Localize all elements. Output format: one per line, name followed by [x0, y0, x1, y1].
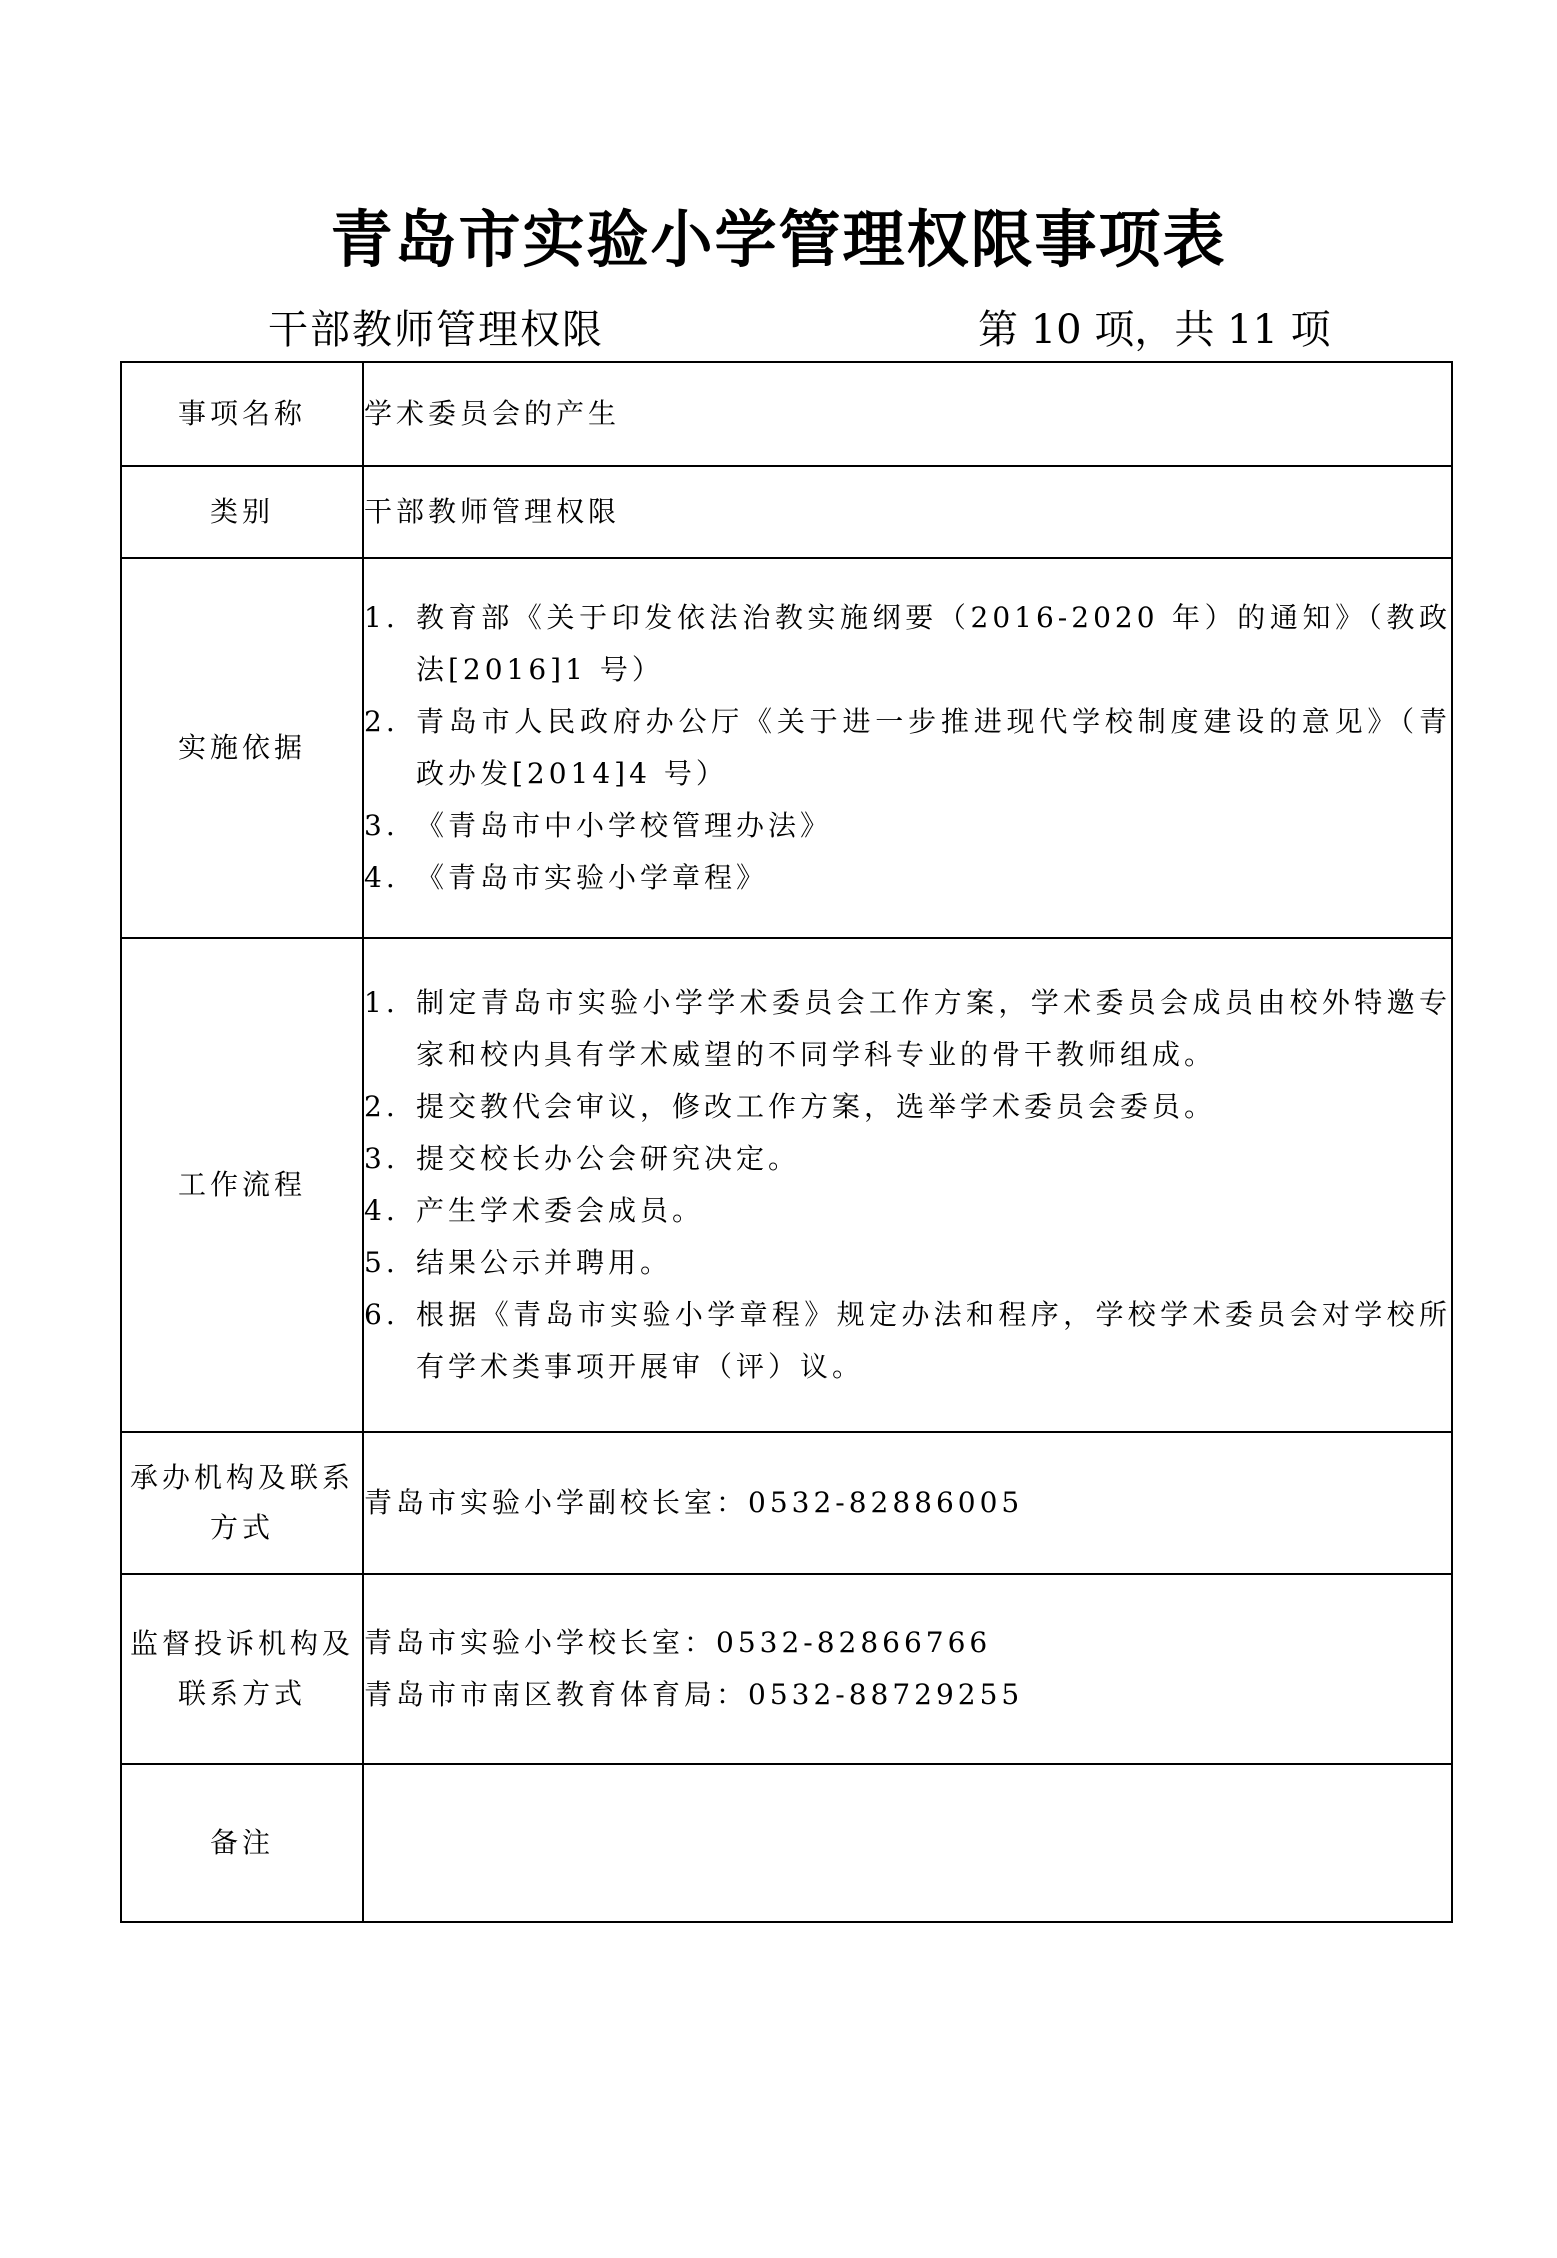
item-counter: 第 10 项，共 11 项 [978, 307, 1331, 353]
row-value-supervision [363, 1574, 1452, 1764]
basis-list [364, 592, 1451, 904]
list-item: 4. 产生学术委会成员。 [364, 1194, 705, 1227]
table-row-remarks [121, 1764, 1452, 1922]
list-item: 4. 《青岛市实验小学章程》 [364, 861, 769, 894]
authority-table [120, 361, 1453, 1923]
page-title: 青岛市实验小学管理权限事项表 [330, 203, 1227, 276]
row-value-remarks [363, 1764, 1452, 1922]
table-row-type [121, 466, 1452, 558]
table-row-process [121, 938, 1452, 1432]
list-item: 2. 提交教代会审议，修改工作方案，选举学术委员会委员。 [364, 1090, 1217, 1123]
category-heading: 干部教师管理权限 [268, 307, 604, 353]
row-label-remarks: 备注 [121, 1764, 363, 1922]
list-item: 2. 青岛市人民政府办公厅《关于进一步推进现代学校制度建设的意见》（青政办发[2014]4 号） [364, 705, 1451, 790]
process-list [364, 977, 1451, 1393]
row-label-supervision: 监督投诉机构及联系方式 [121, 1574, 363, 1764]
row-value-contact [363, 1432, 1452, 1574]
row-label-process: 工作流程 [121, 938, 363, 1432]
table-row-name [121, 362, 1452, 466]
list-item: 3. 《青岛市中小学校管理办法》 [364, 809, 833, 842]
list-item: 1. 制定青岛市实验小学学术委员会工作方案，学术委员会成员由校外特邀专家和校内具有学术威望的不同学科专业的骨干教师组成。 [364, 986, 1451, 1071]
list-item: 3. 提交校长办公会研究决定。 [364, 1142, 801, 1175]
row-label-contact: 承办机构及联系方式 [121, 1432, 363, 1574]
row-value-process [363, 938, 1452, 1432]
table-row-supervision [121, 1574, 1452, 1764]
row-label-basis: 实施依据 [121, 558, 363, 938]
row-value-name: 学术委员会的产生 [363, 362, 1452, 466]
supervision-line: 青岛市实验小学校长室：0532-82866766 [364, 1626, 992, 1659]
row-value-type: 干部教师管理权限 [363, 466, 1452, 558]
row-label-name: 事项名称 [121, 362, 363, 466]
row-label-type: 类别 [121, 466, 363, 558]
list-item: 5. 结果公示并聘用。 [364, 1246, 673, 1279]
list-item: 1. 教育部《关于印发依法治教实施纲要（2016-2020 年）的通知》（教政法[2016]1 号） [364, 601, 1451, 686]
row-value-basis [363, 558, 1452, 938]
contact-line: 青岛市实验小学副校长室：0532-82886005 [364, 1486, 1024, 1519]
table-row-basis [121, 558, 1452, 938]
list-item: 6. 根据《青岛市实验小学章程》规定办法和程序，学校学术委员会对学校所有学术类事项开展审（评）议。 [364, 1298, 1451, 1383]
supervision-line: 青岛市市南区教育体育局：0532-88729255 [364, 1678, 1024, 1711]
table-row-contact [121, 1432, 1452, 1574]
